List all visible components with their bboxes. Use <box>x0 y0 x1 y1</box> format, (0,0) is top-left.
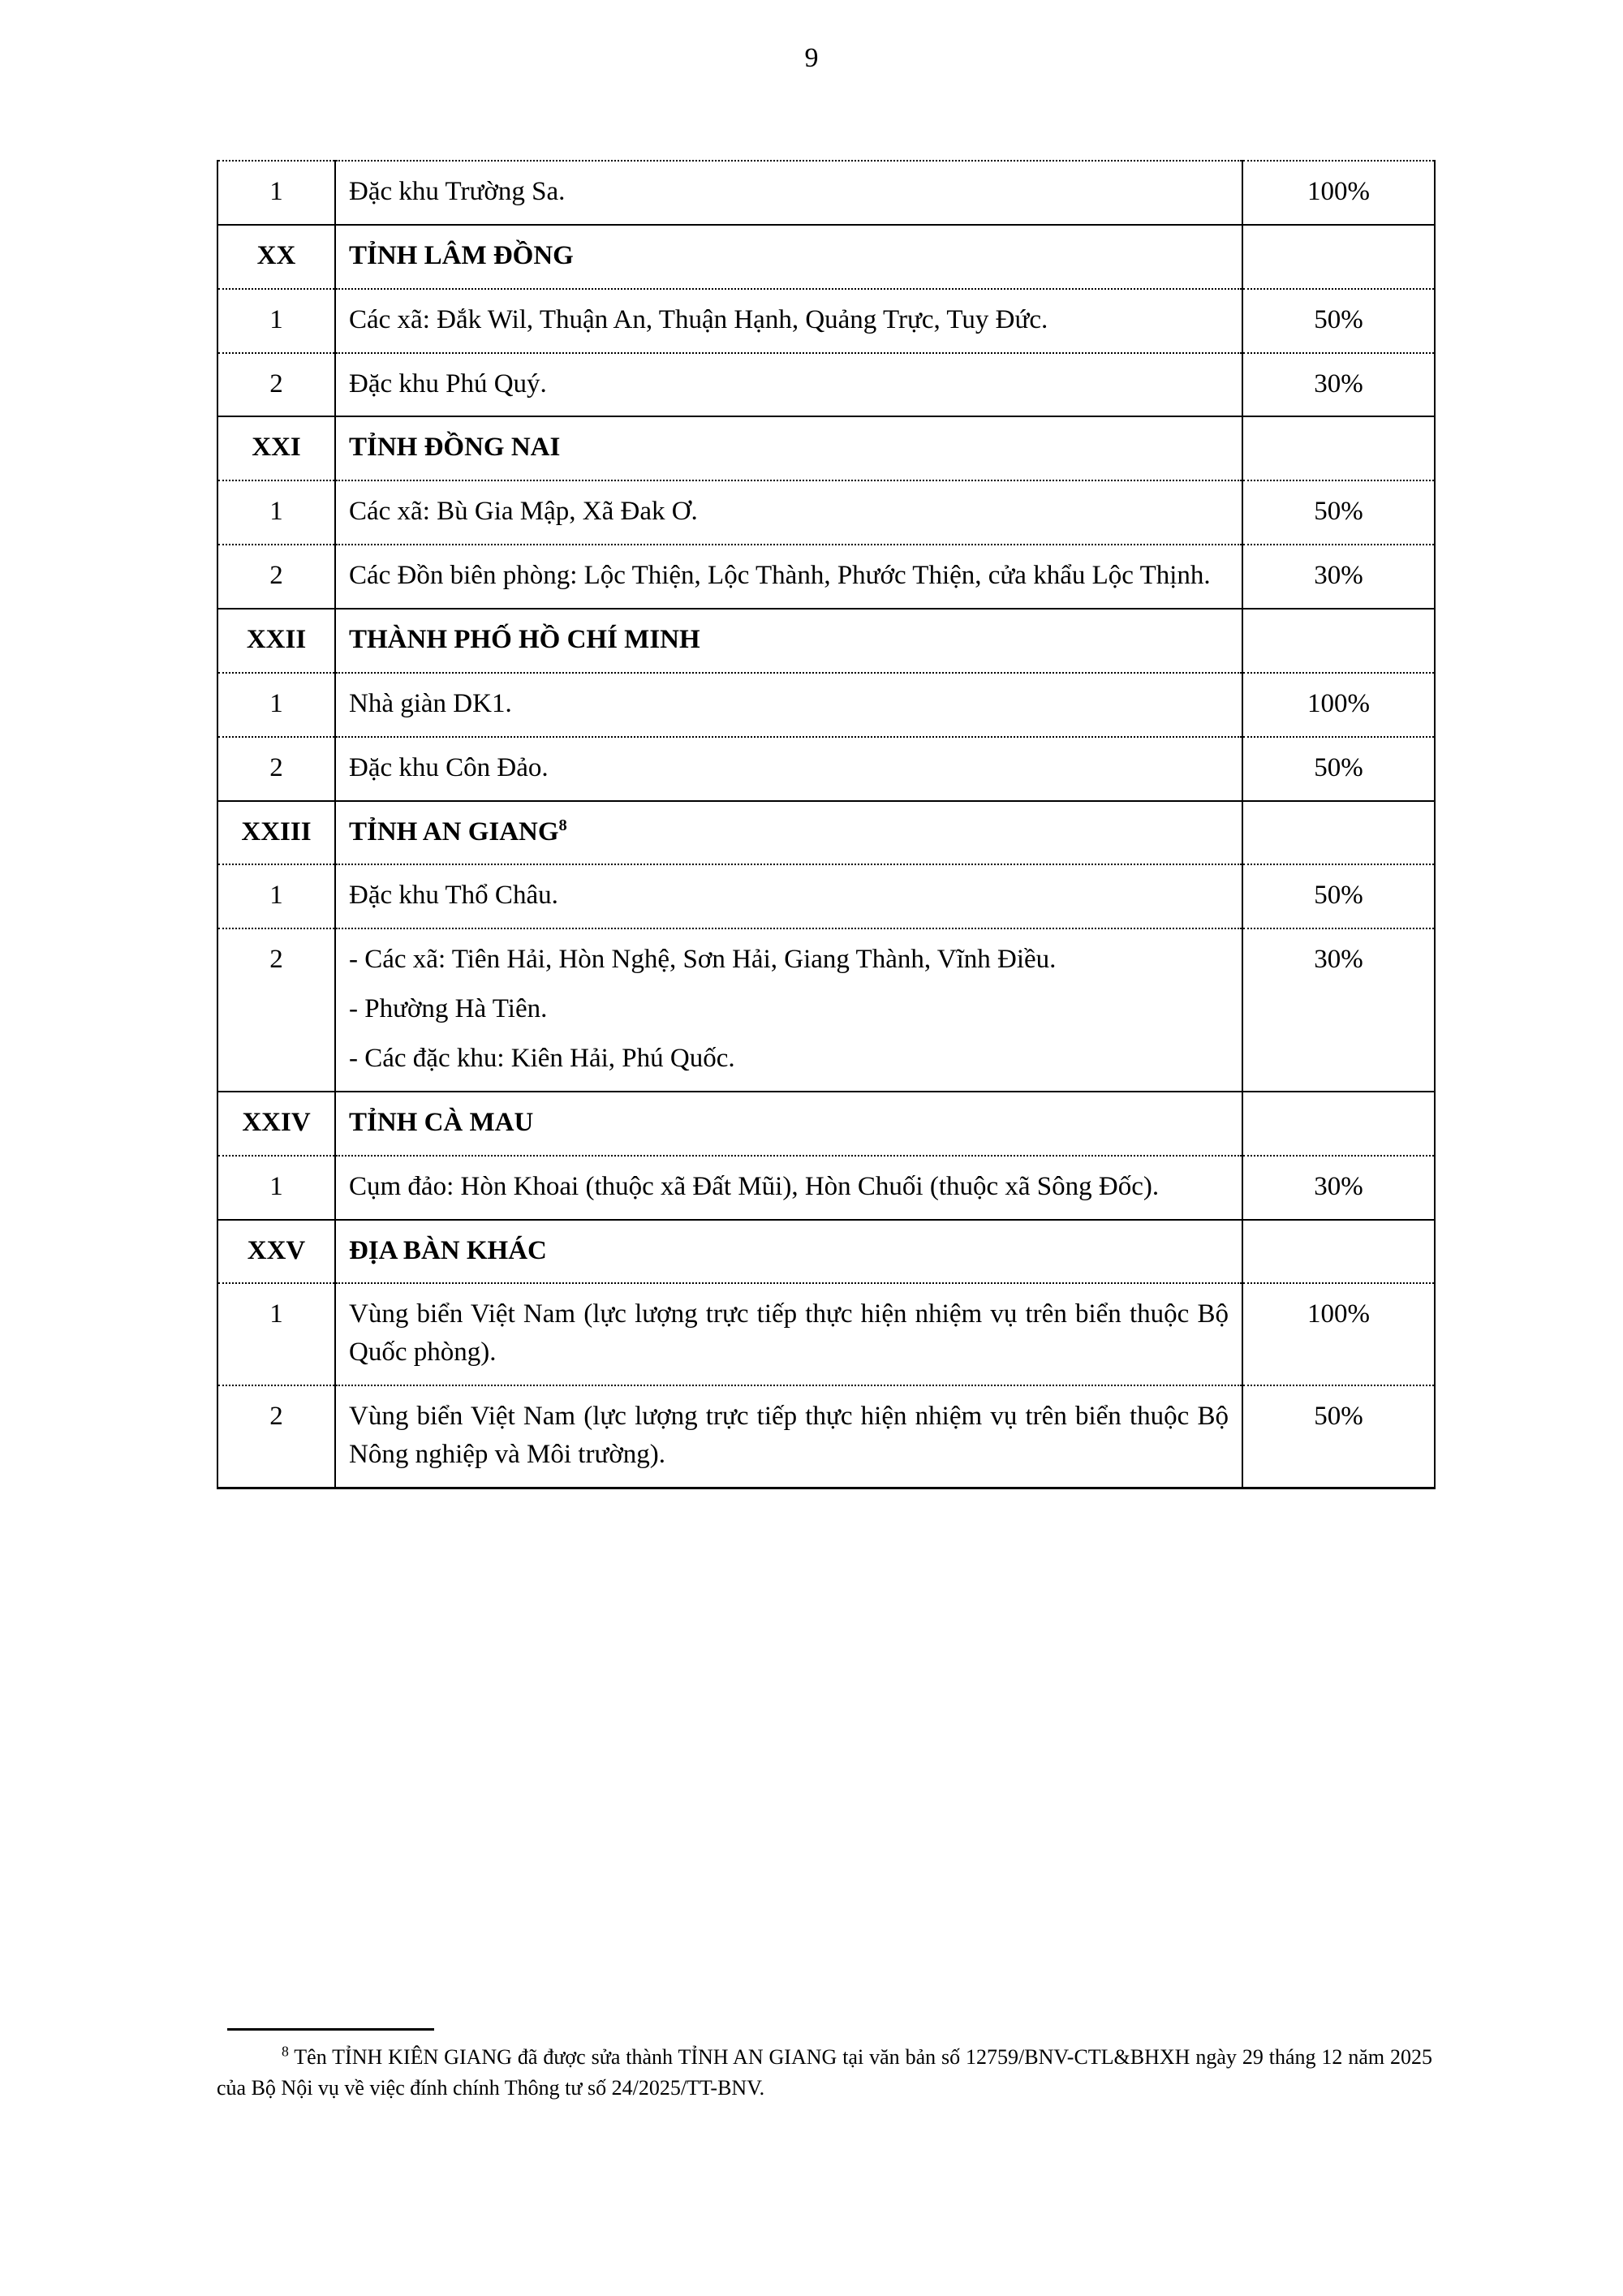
footnote-reference[interactable]: 8 <box>558 816 567 834</box>
page-number: 9 <box>804 43 819 73</box>
row-content <box>335 864 1242 928</box>
row-content <box>335 673 1242 737</box>
table-row <box>217 864 1435 928</box>
table-row <box>217 1283 1435 1385</box>
row-percent: 50% <box>1242 737 1435 801</box>
row-content <box>335 928 1242 1092</box>
content-line: ĐỊA BÀN KHÁC <box>349 1235 547 1265</box>
content-line: - Các đặc khu: Kiên Hải, Phú Quốc. <box>349 1044 735 1074</box>
row-index: 2 <box>217 1385 335 1488</box>
footnote-area <box>217 2028 1442 2103</box>
row-index: 2 <box>217 353 335 417</box>
content-line: - Các xã: Tiên Hải, Hòn Nghệ, Sơn Hải, Giang Thành, Vĩnh Điều. <box>349 945 1057 975</box>
table-row <box>217 545 1435 609</box>
section-title <box>335 801 1242 865</box>
row-index: 1 <box>217 289 335 353</box>
row-percent <box>1242 1092 1435 1156</box>
section-roman-numeral: XXII <box>217 609 335 673</box>
row-percent <box>1242 609 1435 673</box>
table-section-header-row <box>217 1220 1435 1284</box>
table-section-header-row <box>217 801 1435 865</box>
content-line: Đặc khu Phú Quý. <box>349 368 547 398</box>
row-content <box>335 737 1242 801</box>
table-row <box>217 480 1435 545</box>
section-title <box>335 1220 1242 1284</box>
section-title <box>335 225 1242 289</box>
content-line: Nhà giàn DK1. <box>349 688 512 718</box>
table-row <box>217 289 1435 353</box>
section-roman-numeral: XXI <box>217 416 335 480</box>
content-line: Đặc khu Trường Sa. <box>349 177 566 206</box>
row-percent <box>1242 225 1435 289</box>
table-row <box>217 353 1435 417</box>
row-content <box>335 1156 1242 1220</box>
section-roman-numeral: XX <box>217 225 335 289</box>
footnote-marker: 8 <box>282 2043 289 2060</box>
footnote-body: Tên TỈNH KIÊN GIANG đã được sửa thành TỈNH AN GIANG tại văn bản số 12759/BNV-CTL&BHXH ngày 29 tháng 12 năm 2025 của Bộ Nội vụ về việc đính chính Thông tư số 24/2025/TT-BNV. <box>217 2045 1433 2100</box>
content-line: Các xã: Bù Gia Mập, Xã Đak Ơ. <box>349 497 698 527</box>
row-content <box>335 353 1242 417</box>
row-content <box>335 161 1242 225</box>
row-content <box>335 1385 1242 1488</box>
row-index: 2 <box>217 545 335 609</box>
row-percent <box>1242 801 1435 865</box>
content-line: Vùng biển Việt Nam (lực lượng trực tiếp thực hiện nhiệm vụ trên biển thuộc Bộ Quốc phòng). <box>349 1299 1229 1368</box>
table-section-header-row <box>217 225 1435 289</box>
section-roman-numeral: XXIV <box>217 1092 335 1156</box>
row-index: 1 <box>217 161 335 225</box>
row-percent: 50% <box>1242 289 1435 353</box>
section-roman-numeral: XXV <box>217 1220 335 1284</box>
row-content <box>335 545 1242 609</box>
row-percent: 50% <box>1242 480 1435 545</box>
row-percent: 30% <box>1242 1156 1435 1220</box>
allowance-table <box>217 160 1436 1489</box>
section-title <box>335 609 1242 673</box>
row-percent: 30% <box>1242 545 1435 609</box>
table-row <box>217 1156 1435 1220</box>
content-line: Đặc khu Côn Đảo. <box>349 752 549 782</box>
table-section-header-row <box>217 1092 1435 1156</box>
content-line: THÀNH PHỐ HỒ CHÍ MINH <box>349 625 700 655</box>
row-content <box>335 480 1242 545</box>
table-section-header-row <box>217 416 1435 480</box>
footnote-separator-rule <box>227 2028 434 2031</box>
table-row <box>217 737 1435 801</box>
row-percent: 30% <box>1242 353 1435 417</box>
row-percent <box>1242 416 1435 480</box>
section-title <box>335 1092 1242 1156</box>
row-index: 1 <box>217 480 335 545</box>
row-percent: 100% <box>1242 673 1435 737</box>
content-line: Đặc khu Thổ Châu. <box>349 881 558 911</box>
content-line: - Phường Hà Tiên. <box>349 994 548 1024</box>
table-body <box>217 161 1435 1488</box>
content-line: TỈNH ĐỒNG NAI <box>349 433 561 463</box>
row-index: 1 <box>217 864 335 928</box>
row-content <box>335 289 1242 353</box>
content-line: Các Đồn biên phòng: Lộc Thiện, Lộc Thành, Phước Thiện, cửa khẩu Lộc Thịnh. <box>349 561 1211 591</box>
row-percent: 50% <box>1242 1385 1435 1488</box>
content-line: TỈNH CÀ MAU <box>349 1107 534 1137</box>
row-index: 1 <box>217 673 335 737</box>
content-line: Cụm đảo: Hòn Khoai (thuộc xã Đất Mũi), Hòn Chuối (thuộc xã Sông Đốc). <box>349 1171 1160 1201</box>
row-percent <box>1242 1220 1435 1284</box>
table-row <box>217 928 1435 1092</box>
content-line: Các xã: Đắk Wil, Thuận An, Thuận Hạnh, Quảng Trực, Tuy Đức. <box>349 304 1048 334</box>
row-percent: 50% <box>1242 864 1435 928</box>
table-row <box>217 1385 1435 1488</box>
row-index: 2 <box>217 737 335 801</box>
content-line: Vùng biển Việt Nam (lực lượng trực tiếp thực hiện nhiệm vụ trên biển thuộc Bộ Nông nghiệp và Môi trường). <box>349 1402 1229 1470</box>
table-row <box>217 161 1435 225</box>
section-title <box>335 416 1242 480</box>
table-row <box>217 673 1435 737</box>
row-percent: 100% <box>1242 1283 1435 1385</box>
row-index: 1 <box>217 1283 335 1385</box>
content-line: TỈNH AN GIANG$^8$ <box>349 816 567 846</box>
footnote-text <box>217 2042 1442 2103</box>
content-line: TỈNH LÂM ĐỒNG <box>349 240 574 270</box>
row-percent: 100% <box>1242 161 1435 225</box>
row-percent: 30% <box>1242 928 1435 1092</box>
section-roman-numeral: XXIII <box>217 801 335 865</box>
row-content <box>335 1283 1242 1385</box>
row-index: 1 <box>217 1156 335 1220</box>
row-index: 2 <box>217 928 335 1092</box>
table-section-header-row <box>217 609 1435 673</box>
